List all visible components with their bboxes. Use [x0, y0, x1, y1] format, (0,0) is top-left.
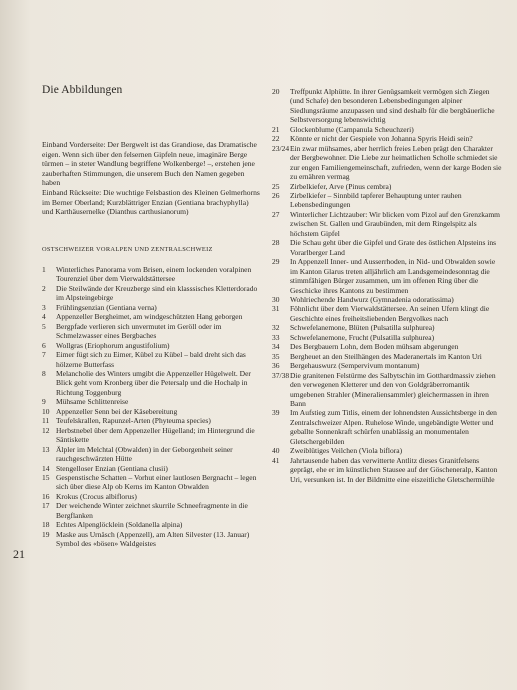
caption-item — [42, 303, 264, 312]
caption-text: Die Schau geht über die Gipfel und Grate des östlichen Alpsteins ins Vorarlberger Land — [290, 238, 496, 257]
caption-item — [272, 238, 504, 257]
caption-text: Wollgras (Eriophorum angustifolium) — [56, 340, 170, 350]
caption-text: Appenzeller Bergheimet, am windgeschützten Hang geborgen — [56, 312, 243, 322]
caption-item — [42, 464, 264, 473]
caption-item — [272, 323, 504, 332]
caption-text: Jahrtausende haben das verwitterte Antlitz dieses Granitfelsens geprägt, ehe er im künstlichen Stausee auf der Göscheneralp, Kanton Uri, versunken ist. In der Bildmitte eine eiszeitliche Gletschermühle — [290, 455, 498, 484]
caption-item — [42, 350, 264, 369]
caption-number: 41 — [272, 455, 280, 465]
caption-number: 12 — [42, 425, 50, 435]
caption-number: 36 — [272, 361, 280, 371]
caption-number: 31 — [272, 304, 280, 314]
caption-number: 7 — [42, 350, 46, 360]
caption-item — [272, 342, 504, 351]
caption-number: 30 — [272, 294, 280, 304]
caption-text: Der weichende Winter zeichnet skurrile Schneefragmente in die Bergflanken — [56, 501, 248, 520]
caption-text: Winterlicher Lichtzauber: Wir blicken vom Pizol auf den Grenzkamm zwischen St. Gallen und Graubünden, mit dem Ringelspitz als höchstem Gipfel — [290, 209, 501, 238]
caption-text: Wohlriechende Handwurz (Gymnadenia odoratissima) — [290, 294, 454, 304]
caption-number: 9 — [42, 397, 46, 407]
caption-number: 4 — [42, 312, 46, 322]
caption-text: Die Steilwände der Kreuzberge sind ein klasssisches Kletterdorado im Alpsteingebirge — [56, 283, 258, 303]
caption-text: Appenzeller Senn bei der Käsebereitung — [56, 406, 178, 416]
caption-item — [272, 446, 504, 455]
cover-captions — [42, 140, 260, 217]
caption-item — [272, 125, 504, 134]
caption-number: 21 — [272, 124, 280, 134]
caption-item — [272, 408, 504, 446]
caption-text: Stengelloser Enzian (Gentiana clusii) — [56, 463, 168, 473]
caption-text: Des Bergbauern Lohn, dem Boden mühsam abgerungen — [290, 342, 459, 352]
caption-text: Teufelskrallen, Rapunzel-Arten (Phyteuma species) — [56, 416, 211, 426]
caption-text: Könnte er nicht der Gespiele von Johanna Spyris Heidi sein? — [290, 134, 473, 144]
caption-item — [272, 295, 504, 304]
caption-number: 27 — [272, 209, 280, 219]
caption-number: 26 — [272, 190, 280, 200]
caption-number: 13 — [42, 444, 50, 454]
caption-item — [272, 182, 504, 191]
caption-number: 39 — [272, 408, 280, 418]
caption-text: Ein zwar mühsames, aber herrlich freies Leben prägt den Charakter der Bergbewohner. Die Liebe zur heimatlichen Scholle schmiedet sie zur engen Familiengemeinschaft, zufrieden, wenn der karge Boden sie zu ernähren vermag — [290, 143, 502, 182]
caption-item — [272, 304, 504, 323]
caption-number: 18 — [42, 520, 50, 530]
caption-number: 28 — [272, 238, 280, 248]
caption-item — [272, 144, 504, 182]
caption-text: Winterliches Panorama vom Brisen, einem lockenden voralpinen Tourenziel über dem Vierwaldstättersee — [56, 265, 252, 284]
section-heading: OSTSCHWEIZER VORALPEN UND ZENTRALSCHWEIZ — [42, 246, 213, 253]
caption-item — [42, 322, 264, 341]
caption-item — [272, 87, 504, 125]
caption-number: 17 — [42, 501, 50, 511]
caption-item — [272, 371, 504, 409]
caption-text: Zirbelkiefer, Arve (Pinus cembra) — [290, 181, 392, 191]
caption-item — [42, 312, 264, 321]
caption-text: Schwefelanemone, Frucht (Pulsatilla sulphurea) — [290, 332, 435, 342]
caption-item — [42, 341, 264, 350]
caption-number: 1 — [42, 265, 46, 274]
caption-item — [272, 210, 504, 238]
caption-number: 34 — [272, 342, 280, 352]
caption-item — [42, 284, 264, 303]
caption-item — [42, 473, 264, 492]
caption-number: 19 — [42, 529, 50, 539]
caption-number: 5 — [42, 321, 46, 331]
caption-number: 25 — [272, 181, 280, 191]
back-cover-caption: Einband Rückseite: Die wuchtige Felsbastion des Kleinen Gelmerhorns im Berner Oberland; Kurzblättriger Enzian (Gentiana brachyphylla) und Karthäusernelke (Dianthus carthusianorum) — [42, 187, 260, 217]
caption-text: Treffpunkt Alphütte. In ihrer Genügsamkeit vermögen sich Ziegen (und Schafe) den besonderen Lebensbedingungen alpiner Siedlungsräume anzupassen und sind deshalb für die bergbäuerliche Selbstversorgung lebenswichtig — [290, 87, 495, 125]
caption-number: 11 — [42, 416, 50, 426]
caption-text: Melancholie des Winters umgibt die Appenzeller Hügelwelt. Der Blick geht vom Kronberg über die Petersalp und die Hochalp in Richtung Toggenburg — [56, 368, 251, 397]
caption-item — [272, 257, 504, 295]
caption-number: 23/24 — [272, 143, 290, 153]
caption-item — [42, 265, 264, 284]
caption-item — [272, 333, 504, 342]
caption-text: Echtes Alpenglöcklein (Soldanella alpina) — [56, 520, 183, 530]
caption-text: Glockenblume (Campanula Scheuchzeri) — [290, 124, 414, 134]
caption-item — [42, 530, 264, 549]
caption-item — [272, 361, 504, 370]
caption-item — [272, 191, 504, 210]
caption-item — [42, 501, 264, 520]
caption-item — [42, 369, 264, 397]
caption-item — [42, 407, 264, 416]
caption-number: 29 — [272, 257, 280, 267]
caption-list-right — [272, 87, 504, 484]
page-number: 21 — [13, 547, 25, 561]
caption-number: 8 — [42, 368, 46, 378]
caption-text: In Appenzell Inner- und Ausserrhoden, in Nid- und Obwalden sowie im Kanton Glarus treten alljährlich am Landsgemeindesonntag die stimmfähigen Bürger zusammen, um im offenen Ring über die Geschicke ihres Kantons zu bestimmen — [290, 257, 496, 295]
caption-text: Eimer fügt sich zu Eimer, Kübel zu Kübel – bald dreht sich das hölzerne Butterfass — [56, 350, 246, 369]
caption-text: Frühlingsenzian (Gentiana verna) — [56, 302, 157, 312]
caption-item — [42, 426, 264, 445]
caption-number: 10 — [42, 406, 50, 416]
caption-text: Herbstnebel über dem Appenzeller Hügelland; im Hintergrund die Säntiskette — [56, 425, 255, 445]
caption-number: 22 — [272, 134, 280, 144]
caption-number: 32 — [272, 323, 280, 333]
caption-text: Zweiblütiges Veilchen (Viola biflora) — [290, 446, 403, 456]
caption-text: Bergheuet an den Steilhängen des Maderanertals im Kanton Uri — [290, 351, 482, 361]
caption-text: Mühsame Schlittenreise — [56, 397, 129, 407]
caption-number: 14 — [42, 463, 50, 473]
caption-number: 40 — [272, 446, 280, 456]
caption-item — [272, 456, 504, 484]
caption-text: Im Aufstieg zum Titlis, einem der lohnendsten Aussichtsberge in den Zentralschweizer Alpen. Ruhelose Winde, ungebändigte Wetter und geballte Sonnenkraft schürfen unablässig an monumentalen Gletschergebilden — [290, 408, 497, 446]
caption-number: 35 — [272, 351, 280, 361]
caption-number: 3 — [42, 302, 46, 312]
caption-item — [42, 492, 264, 501]
caption-number: 33 — [272, 332, 280, 342]
caption-item — [42, 445, 264, 464]
caption-item — [42, 397, 264, 406]
caption-text: Gespenstische Schatten – Vorhut einer lautlosen Bergnacht – legen sich über diese Alp ob Kerns im Kanton Obwalden — [56, 472, 257, 492]
page-title: Die Abbildungen — [42, 84, 123, 96]
caption-number: 15 — [42, 472, 50, 482]
caption-number: 2 — [42, 283, 46, 293]
caption-number: 16 — [42, 491, 50, 501]
caption-text: Föhnlicht über dem Vierwaldstättersee. An seinen Ufern klingt die Geschichte eines freiheitsliebenden Bergvolkes nach — [290, 304, 490, 323]
caption-number: 20 — [272, 87, 280, 96]
caption-number: 6 — [42, 340, 46, 350]
caption-text: Bergpfade verlieren sich unvermutet im Geröll oder im Schmelzwasser eines Bergbaches — [56, 321, 222, 341]
caption-item — [42, 416, 264, 425]
caption-list-left — [42, 265, 264, 549]
caption-item — [272, 134, 504, 143]
caption-text: Maske aus Urnäsch (Appenzell), am Alten Silvester (13. Januar) Symbol des «bösen» Waldgeistes — [56, 529, 250, 549]
caption-text: Älpler im Melchtal (Obwalden) in der Geborgenheit seiner rauchgeschwärzten Hütte — [56, 444, 233, 464]
caption-item — [272, 352, 504, 361]
front-cover-caption: Einband Vorderseite: Der Bergwelt ist das Grandiose, das Dramatische eigen. Wenn sich über den felsernen Gipfeln neue, imaginäre Berge türmen – in steter Wandlung begriffene Wolkenberge! –, erstehen jene zauberhaften Stimmungen, die unserem Buch den Namen gegeben haben — [42, 140, 257, 188]
caption-text: Bergehauswurz (Sempervivum montanum) — [290, 361, 420, 371]
caption-text: Die granitenen Felstürme des Salbytschin im Gotthardmassiv ziehen den verwegenen Kletterer und den von Goldgräberromantik umgebenen Strahler (Mineraliensammler) gleichermassen in ihren Bann — [290, 370, 496, 408]
caption-item — [42, 520, 264, 529]
caption-text: Zirbelkiefer – Sinnbild tapferer Behauptung unter rauhen Lebensbedingungen — [290, 190, 462, 210]
caption-number: 37/38 — [272, 370, 290, 380]
caption-text: Krokus (Crocus albiflorus) — [56, 491, 137, 501]
caption-text: Schwefelanemone, Blüten (Pulsatilla sulphurea) — [290, 323, 435, 333]
